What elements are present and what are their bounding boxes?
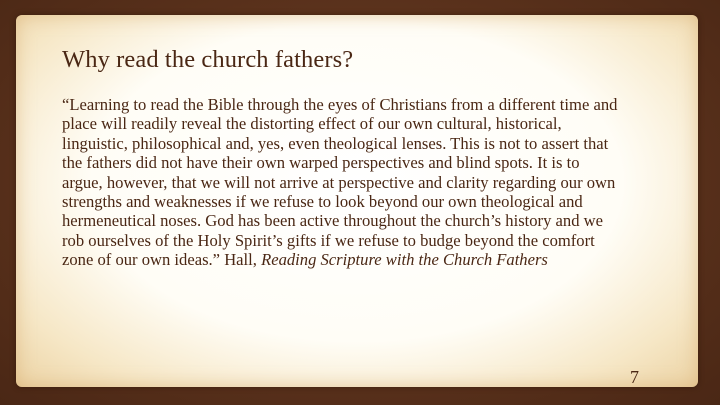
slide-number: 7: [630, 367, 639, 387]
slide-title: Why read the church fathers?: [62, 46, 354, 73]
quote-text: “Learning to read the Bible through the eyes of Christians from a different time and place will readily reveal the distorting effect of our own cultural, historical, linguistic, philosophical and, yes, even theological lenses. This is not to assert that the fathers did not have their own warped perspectives and blind spots. It is to argue, however, that we will not arrive at perspective and clarity regarding our own strengths and weaknesses if we refuse to look beyond our own theological and hermeneutical noses. God has been active throughout the church’s history and we rob ourselves of the Holy Spirit’s gifts if we refuse to budge beyond the comfort zone of our own ideas.” Hall,: [62, 95, 618, 270]
quote-source-title: Reading Scripture with the Church Fathers: [261, 250, 548, 270]
quote-block: [62, 95, 622, 270]
